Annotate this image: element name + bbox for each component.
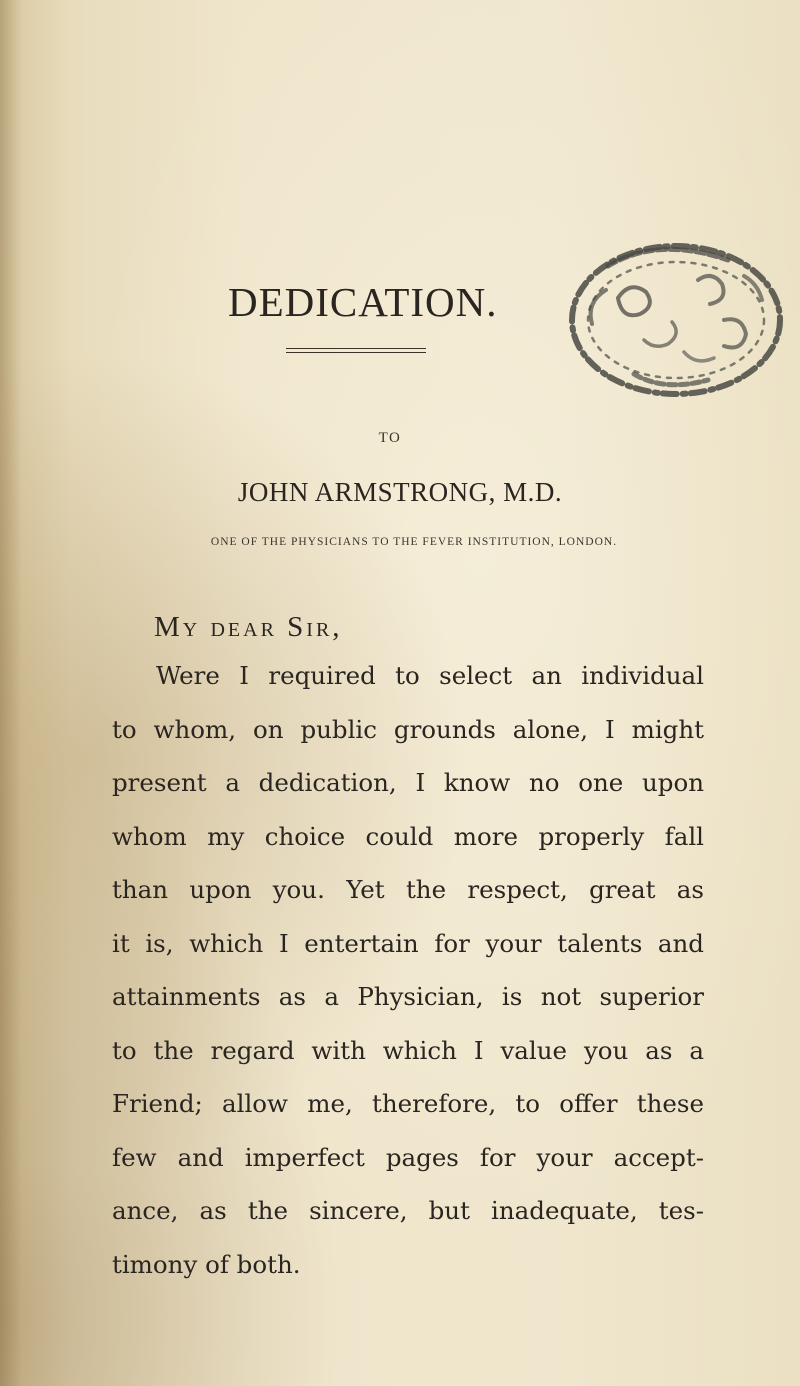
dedication-heading: DEDICATION. [228,279,498,325]
body-line: Friend; allow me, therefore, to offer these [112,1089,704,1118]
recipient-name: JOHN ARMSTRONG, M.D. [237,477,563,507]
body-line: than upon you. Yet the respect, great as [112,875,704,904]
body-line: few and imperfect pages for your accept- [112,1142,704,1172]
body-line: attainments as a Physician, is not superior [112,982,704,1011]
salutation: My dear Sir, [154,611,343,643]
body-line: ance, as the sincere, but inadequate, tes- [112,1196,704,1225]
page-edge-shadow [0,0,22,1386]
body-line: to whom, on public grounds alone, I might [112,714,704,744]
body-line: present a dedication, I know no one upon [112,768,704,797]
body-line: timony of both. [112,1249,301,1279]
body-line: to the regard with which I value you as a [112,1035,704,1065]
body-line: it is, which I entertain for your talents and [112,928,704,958]
body-line: whom my choice could more properly fall [112,821,704,851]
dedication-body [112,649,704,1291]
body-line: Were I required to select an individual [156,661,704,690]
recipient-subtitle: ONE OF THE PHYSICIANS TO THE FEVER INSTITUTION, LONDON. [210,536,618,548]
heading-rule-lower [286,352,426,353]
to-label: TO [378,430,402,446]
library-stamp-icon [548,228,792,408]
heading-rule-upper [286,348,426,349]
